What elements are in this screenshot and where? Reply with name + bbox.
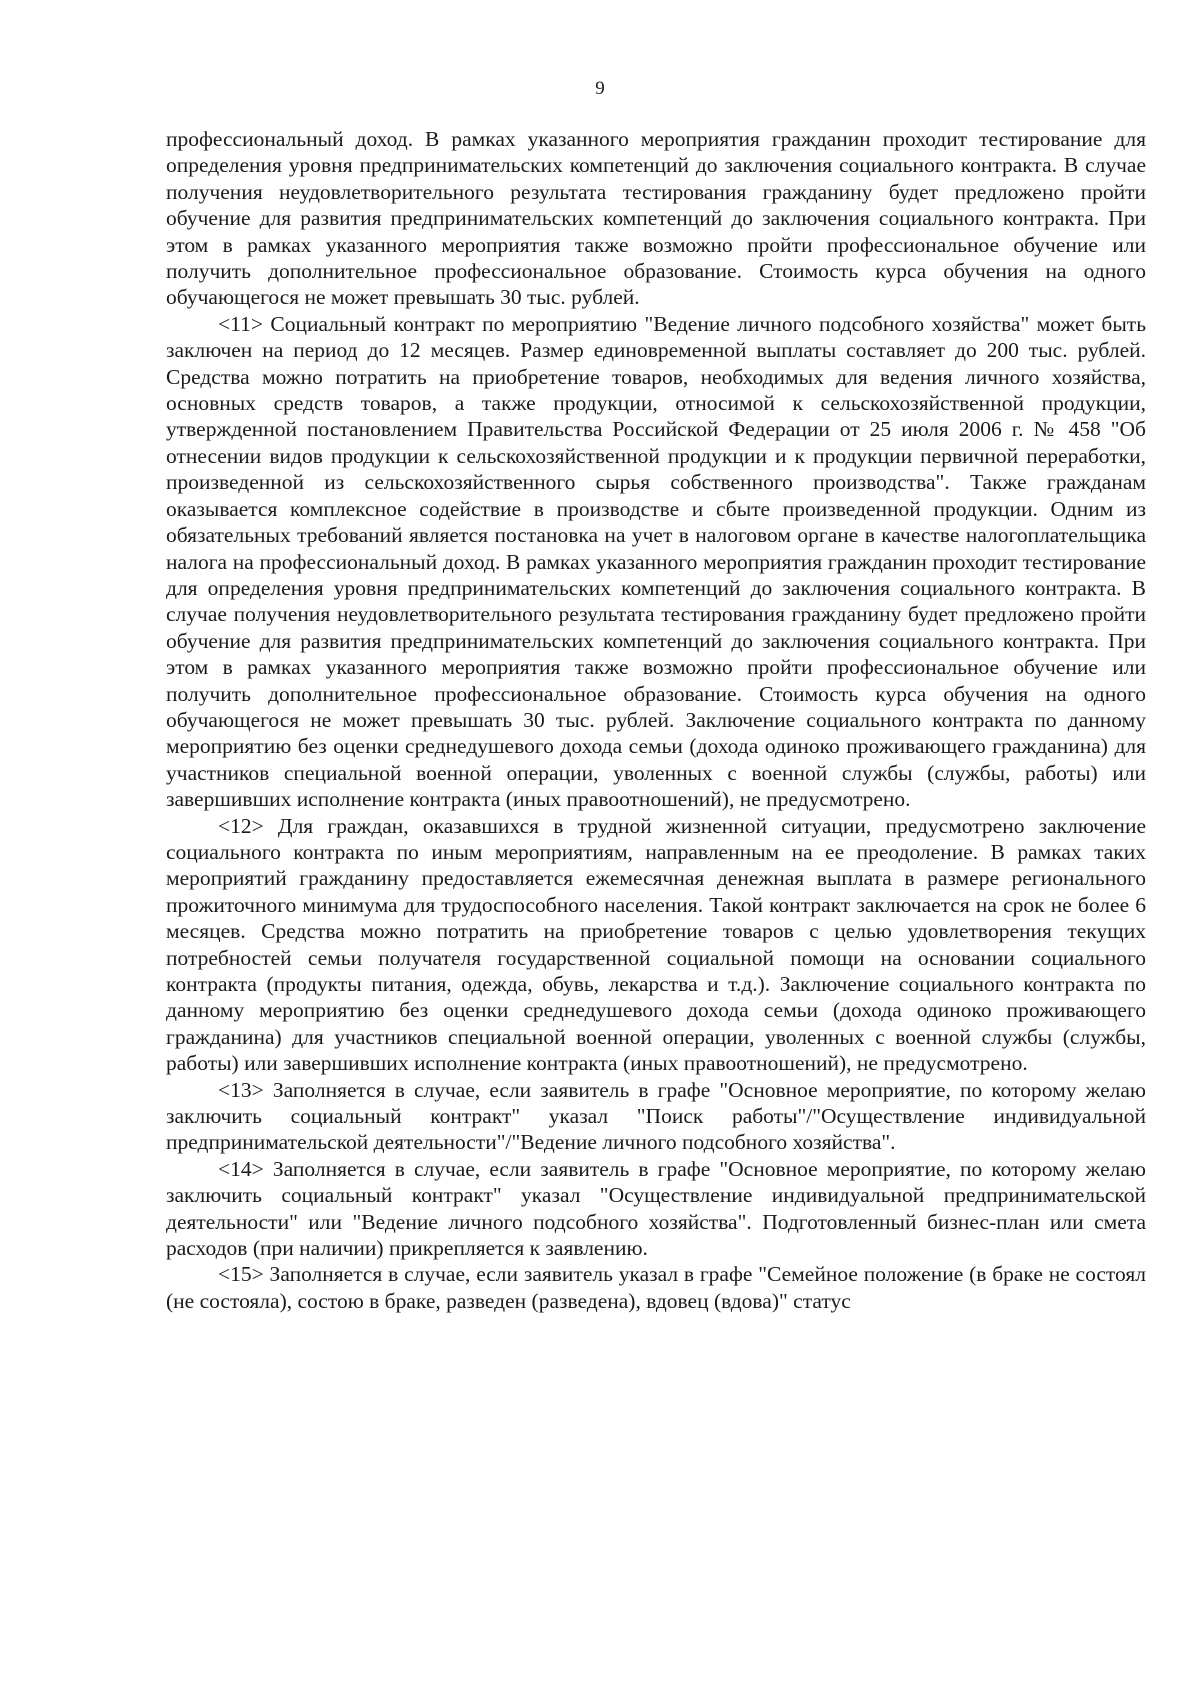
document-body <box>166 126 1146 1314</box>
footnote-12: <12> Для граждан, оказавшихся в трудной жизненной ситуации, предусмотрено заключение социального контракта по иным мероприятиям, направленным на ее преодоление. В рамках таких мероприятий гражданину предоставляется ежемесячная денежная выплата в размере регионального прожиточного минимума для трудоспособного населения. Такой контракт заключается на срок не более 6 месяцев. Средства можно потратить на приобретение товаров с целью удовлетворения текущих потребностей семьи получателя государственной социальной помощи на основании социального контракта (продукты питания, одежда, обувь, лекарства и т.д.). Заключение социального контракта по данному мероприятию без оценки среднедушевого дохода семьи (дохода одиноко проживающего гражданина) для участников специальной военной операции, уволенных с военной службы (службы, работы) или завершивших исполнение контракта (иных правоотношений), не предусмотрено. <box>166 813 1146 1076</box>
footnote-15: <15> Заполняется в случае, если заявитель указал в графе "Семейное положение (в браке не состоял (не состояла), состою в браке, разведен (разведена), вдовец (вдова)" статус <box>166 1262 1146 1313</box>
footnote-11: <11> Социальный контракт по мероприятию "Ведение личного подсобного хозяйства" может быть заключен на период до 12 месяцев. Размер единовременной выплаты составляет до 200 тыс. рублей. Средства можно потратить на приобретение товаров, необходимых для ведения личного хозяйства, основных средств товаров, а также продукции, относимой к сельскохозяйственной продукции, утвержденной постановлением Правительства Российской Федерации от 25 июля 2006 г. № 458 "Об отнесении видов продукции к сельскохозяйственной продукции и к продукции первичной переработки, произведенной из сельскохозяйственного сырья собственного производства". Также гражданам оказывается комплексное содействие в производстве и сбыте произведенной продукции. Одним из обязательных требований является постановка на учет в налоговом органе в качестве налогоплательщика налога на профессиональный доход. В рамках указанного мероприятия гражданин проходит тестирование для определения уровня предпринимательских компетенций до заключения социального контракта. В случае получения неудовлетворительного результата тестирования гражданину будет предложено пройти обучение для развития предпринимательских компетенций до заключения социального контракта. При этом в рамках указанного мероприятия также возможно пройти профессиональное обучение или получить дополнительное профессиональное образование. Стоимость курса обучения на одного обучающегося не может превышать 30 тыс. рублей. Заключение социального контракта по данному мероприятию без оценки среднедушевого дохода семьи (дохода одиноко проживающего гражданина) для участников специальной военной операции, уволенных с военной службы (службы, работы) или завершивших исполнение контракта (иных правоотношений), не предусмотрено. <box>166 311 1146 812</box>
footnote-14: <14> Заполняется в случае, если заявитель в графе "Основное мероприятие, по которому желаю заключить социальный контракт" указал "Осуществление индивидуальной предпринимательской деятельности" или "Ведение личного подсобного хозяйства". Подготовленный бизнес-план или смета расходов (при наличии) прикрепляется к заявлению. <box>166 1156 1146 1261</box>
paragraph-continuation: профессиональный доход. В рамках указанного мероприятия гражданин проходит тестирование для определения уровня предпринимательских компетенций до заключения социального контракта. В случае получения неудовлетворительного результата тестирования гражданину будет предложено пройти обучение для развития предпринимательских компетенций до заключения социального контракта. При этом в рамках указанного мероприятия также возможно пройти профессиональное обучение или получить дополнительное профессиональное образование. Стоимость курса обучения на одного обучающегося не может превышать 30 тыс. рублей. <box>166 127 1146 310</box>
footnote-13: <13> Заполняется в случае, если заявитель в графе "Основное мероприятие, по которому желаю заключить социальный контракт" указал "Поиск работы"/"Осуществление индивидуальной предпринимательской деятельности"/"Ведение личного подсобного хозяйства". <box>166 1077 1146 1155</box>
page-number: 9 <box>595 78 605 99</box>
